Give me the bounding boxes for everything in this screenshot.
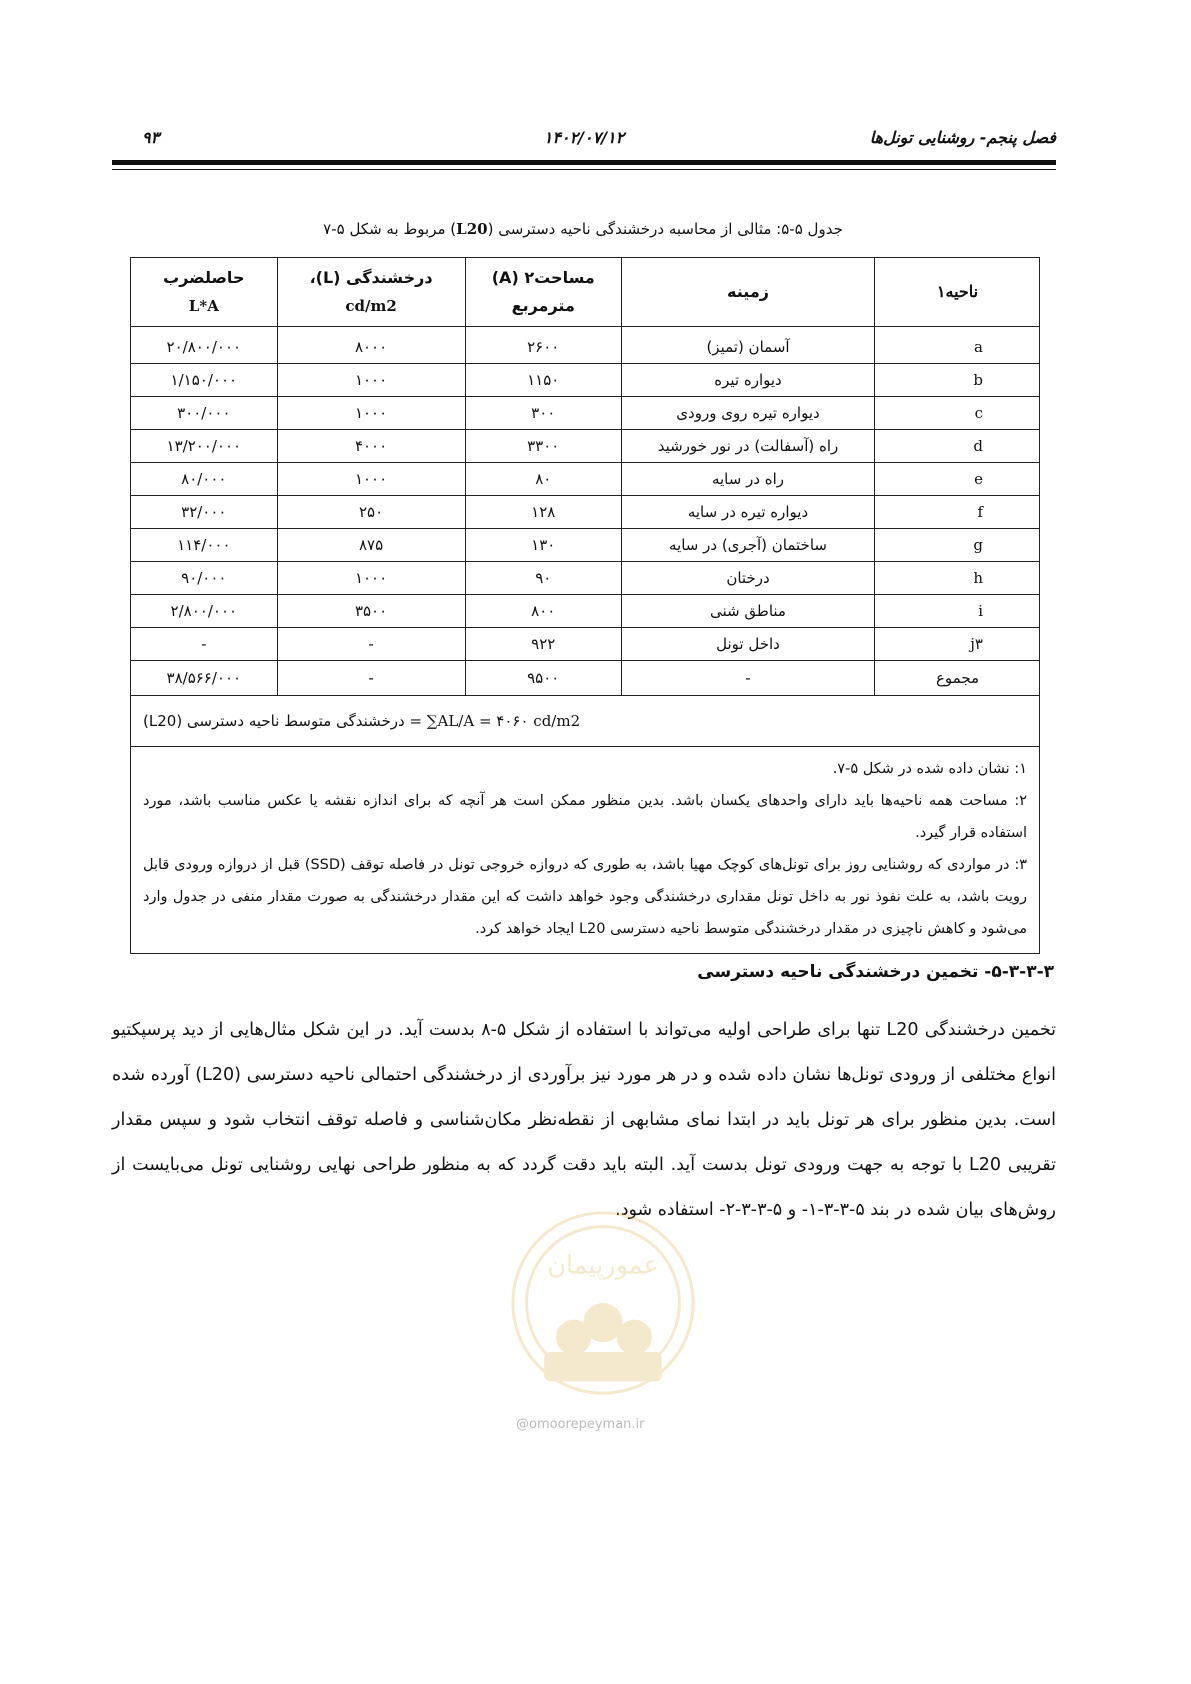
- formula-row: [131, 696, 1040, 747]
- header-rule-thick: [112, 160, 1056, 165]
- watermark-logo-text: عمورپیمان: [547, 1250, 659, 1281]
- caption-text-end: ) مربوط به شکل ۵-۷: [323, 220, 457, 238]
- cell-area: ۱۳۰: [465, 529, 622, 562]
- cell-zone: e: [875, 463, 1040, 496]
- luminance-unit: cd/m2: [345, 297, 397, 315]
- cell-background: دیواره تیره در سایه: [622, 496, 875, 529]
- table-body: [131, 327, 1040, 954]
- cell-area: ۱۱۵۰: [465, 364, 622, 397]
- table-row: [131, 430, 1040, 463]
- watermark-logo: [505, 1205, 701, 1401]
- cell-area: ۸۰: [465, 463, 622, 496]
- cell-area: ۲۶۰۰: [465, 327, 622, 364]
- page-header: [112, 128, 1056, 154]
- table-row: [131, 496, 1040, 529]
- cell-zone: i: [875, 595, 1040, 628]
- cell-luminance: ۱۰۰۰: [277, 463, 465, 496]
- cell-background: دیواره تیره: [622, 364, 875, 397]
- cell-area: ۳۰۰: [465, 397, 622, 430]
- section-paragraph: تخمین درخشندگی L20 تنها برای طراحی اولیه می‌تواند با استفاده از شکل ۵-۸ بدست آید. در این شکل مثال‌هایی از دید پرسپکتیو انواع مختلفی از ورودی تونل‌ها نشان داده شده و در هر مورد نیز برآوردی از درخشندگی احتمالی ناحیه دسترسی (L20) آورده شده است. بدین منظور برای هر تونل باید در ابتدا نمای مشابهی از نقطه‌نظر مکان‌شناسی و فاصله توقف انتخاب شود و سپس مقدار تقریبی L20 با توجه به جهت ورودی تونل بدست آید. البته باید دقت گردد که به منظور طراحی نهایی روشنایی تونل می‌بایست از روش‌های بیان شده در بند ۵-۳-۳-۱- و ۵-۳-۳-۲- استفاده شود.: [112, 1020, 1057, 1220]
- cell-product: ۱/۱۵۰/۰۰۰: [131, 364, 278, 397]
- section-heading: ۵-۳-۳-۳- تخمین درخشندگی ناحیه دسترسی: [697, 962, 1054, 982]
- col-header-background: زمینه: [622, 258, 875, 327]
- cell-area: ۳۳۰۰: [465, 430, 622, 463]
- cell-background: مناطق شنی: [622, 595, 875, 628]
- page-number: ۹۳: [142, 128, 160, 147]
- cell-product: ۱۳/۲۰۰/۰۰۰: [131, 430, 278, 463]
- cell-zone: d: [875, 430, 1040, 463]
- cell-area: ۹۲۲: [465, 628, 622, 661]
- footnote-3: ۳: در مواردی که روشنایی روز برای تونل‌های کوچک مهیا باشد، به طوری که دروازه خروجی تونل در فاصله توقف (SSD) قبل از دروازه ورودی قابل رویت باشد، به علت نفوذ نور به داخل تونل مقداری درخشندگی وجود خواهد داشت که این مقدار درخشندگی به صورت مقدار منفی در جدول وارد می‌شود و کاهش ناچیزی در مقدار درخشندگی متوسط ناحیه دسترسی L20 ایجاد خواهد کرد.: [143, 857, 1027, 937]
- cell-luminance: ۸۷۵: [277, 529, 465, 562]
- cell-product: ۲۰/۸۰۰/۰۰۰: [131, 327, 278, 364]
- cell-luminance: -: [277, 628, 465, 661]
- total-product: ۳۸/۵۶۶/۰۰۰: [131, 661, 278, 696]
- formula-cell: [131, 696, 1040, 747]
- cell-background: درختان: [622, 562, 875, 595]
- cell-zone: f: [875, 496, 1040, 529]
- footnote-1: ۱: نشان داده شده در شکل ۵-۷.: [832, 761, 1027, 777]
- cell-luminance: ۱۰۰۰: [277, 364, 465, 397]
- cell-zone: b: [875, 364, 1040, 397]
- col-header-zone: ناحیه۱: [875, 258, 1040, 327]
- table-caption: [130, 220, 1036, 238]
- table-row: [131, 364, 1040, 397]
- cell-area: ۱۲۸: [465, 496, 622, 529]
- product-unit: L*A: [188, 297, 219, 315]
- col-header-product: [131, 258, 278, 327]
- caption-symbol: L20: [456, 220, 488, 238]
- watermark-text: @omoorepeyman.ir: [516, 1417, 645, 1432]
- col-header-area: [465, 258, 622, 327]
- cell-zone: h: [875, 562, 1040, 595]
- caption-text: جدول ۵-۵: مثالی از محاسبه درخشندگی ناحیه دسترسی (: [487, 220, 843, 238]
- table-row: [131, 595, 1040, 628]
- cell-luminance: ۴۰۰۰: [277, 430, 465, 463]
- footnote-2: ۲: مساحت همه ناحیه‌ها باید دارای واحدهای یکسان باشد. بدین منظور ممکن است هر آنچه که برای اندازه نقشه یا عکس مناسب باشد، مورد استفاده قرار گیرد.: [143, 793, 1027, 841]
- cell-luminance: ۲۵۰: [277, 496, 465, 529]
- cell-product: -: [131, 628, 278, 661]
- formula-label: درخشندگی متوسط ناحیه دسترسی (L20): [143, 712, 405, 730]
- cell-background: راه در سایه: [622, 463, 875, 496]
- table-row: [131, 628, 1040, 661]
- cell-product: ۳۰۰/۰۰۰: [131, 397, 278, 430]
- cell-zone: a: [875, 327, 1040, 364]
- header-date: ۱۴۰۲/۰۷/۱۲: [543, 128, 625, 147]
- table-row: [131, 397, 1040, 430]
- cell-background: راه (آسفالت) در نور خورشید: [622, 430, 875, 463]
- luminance-label: درخشندگی (L)،: [309, 268, 433, 287]
- table-header-row: [131, 258, 1040, 327]
- col-header-luminance: [277, 258, 465, 327]
- formula-expression: = ∑AL/A = ۴۰۶۰ cd/m2: [409, 712, 581, 730]
- total-label: مجموع: [875, 661, 1040, 696]
- table-row: [131, 327, 1040, 364]
- luminance-table: [130, 257, 1040, 954]
- cell-background: آسمان (تمیز): [622, 327, 875, 364]
- cell-luminance: ۱۰۰۰: [277, 562, 465, 595]
- notes-cell: [131, 747, 1040, 954]
- formula: [143, 712, 580, 730]
- table-total-row: [131, 661, 1040, 696]
- cell-product: ۹۰/۰۰۰: [131, 562, 278, 595]
- table-row: [131, 562, 1040, 595]
- cell-product: ۳۲/۰۰۰: [131, 496, 278, 529]
- cell-background: دیواره تیره روی ورودی: [622, 397, 875, 430]
- notes-row: [131, 747, 1040, 954]
- header-rule-thin: [112, 169, 1056, 170]
- cell-product: ۱۱۴/۰۰۰: [131, 529, 278, 562]
- cell-background: ساختمان (آجری) در سایه: [622, 529, 875, 562]
- cell-luminance: ۸۰۰۰: [277, 327, 465, 364]
- cell-area: ۹۰: [465, 562, 622, 595]
- cell-background: داخل تونل: [622, 628, 875, 661]
- total-background: -: [622, 661, 875, 696]
- chapter-title: فصل پنجم- روشنایی تونل‌ها: [869, 128, 1056, 147]
- area-label: مساحت۲ (A): [491, 268, 595, 287]
- cell-luminance: ۱۰۰۰: [277, 397, 465, 430]
- cell-product: ۸۰/۰۰۰: [131, 463, 278, 496]
- cell-zone: g: [875, 529, 1040, 562]
- table-row: [131, 463, 1040, 496]
- cell-area: ۸۰۰: [465, 595, 622, 628]
- cell-product: ۲/۸۰۰/۰۰۰: [131, 595, 278, 628]
- product-label: حاصلضرب: [163, 268, 245, 287]
- total-luminance: -: [277, 661, 465, 696]
- total-area: ۹۵۰۰: [465, 661, 622, 696]
- cell-luminance: ۳۵۰۰: [277, 595, 465, 628]
- cell-zone: j۳: [875, 628, 1040, 661]
- table-row: [131, 529, 1040, 562]
- cell-zone: c: [875, 397, 1040, 430]
- area-unit: مترمربع: [511, 296, 575, 315]
